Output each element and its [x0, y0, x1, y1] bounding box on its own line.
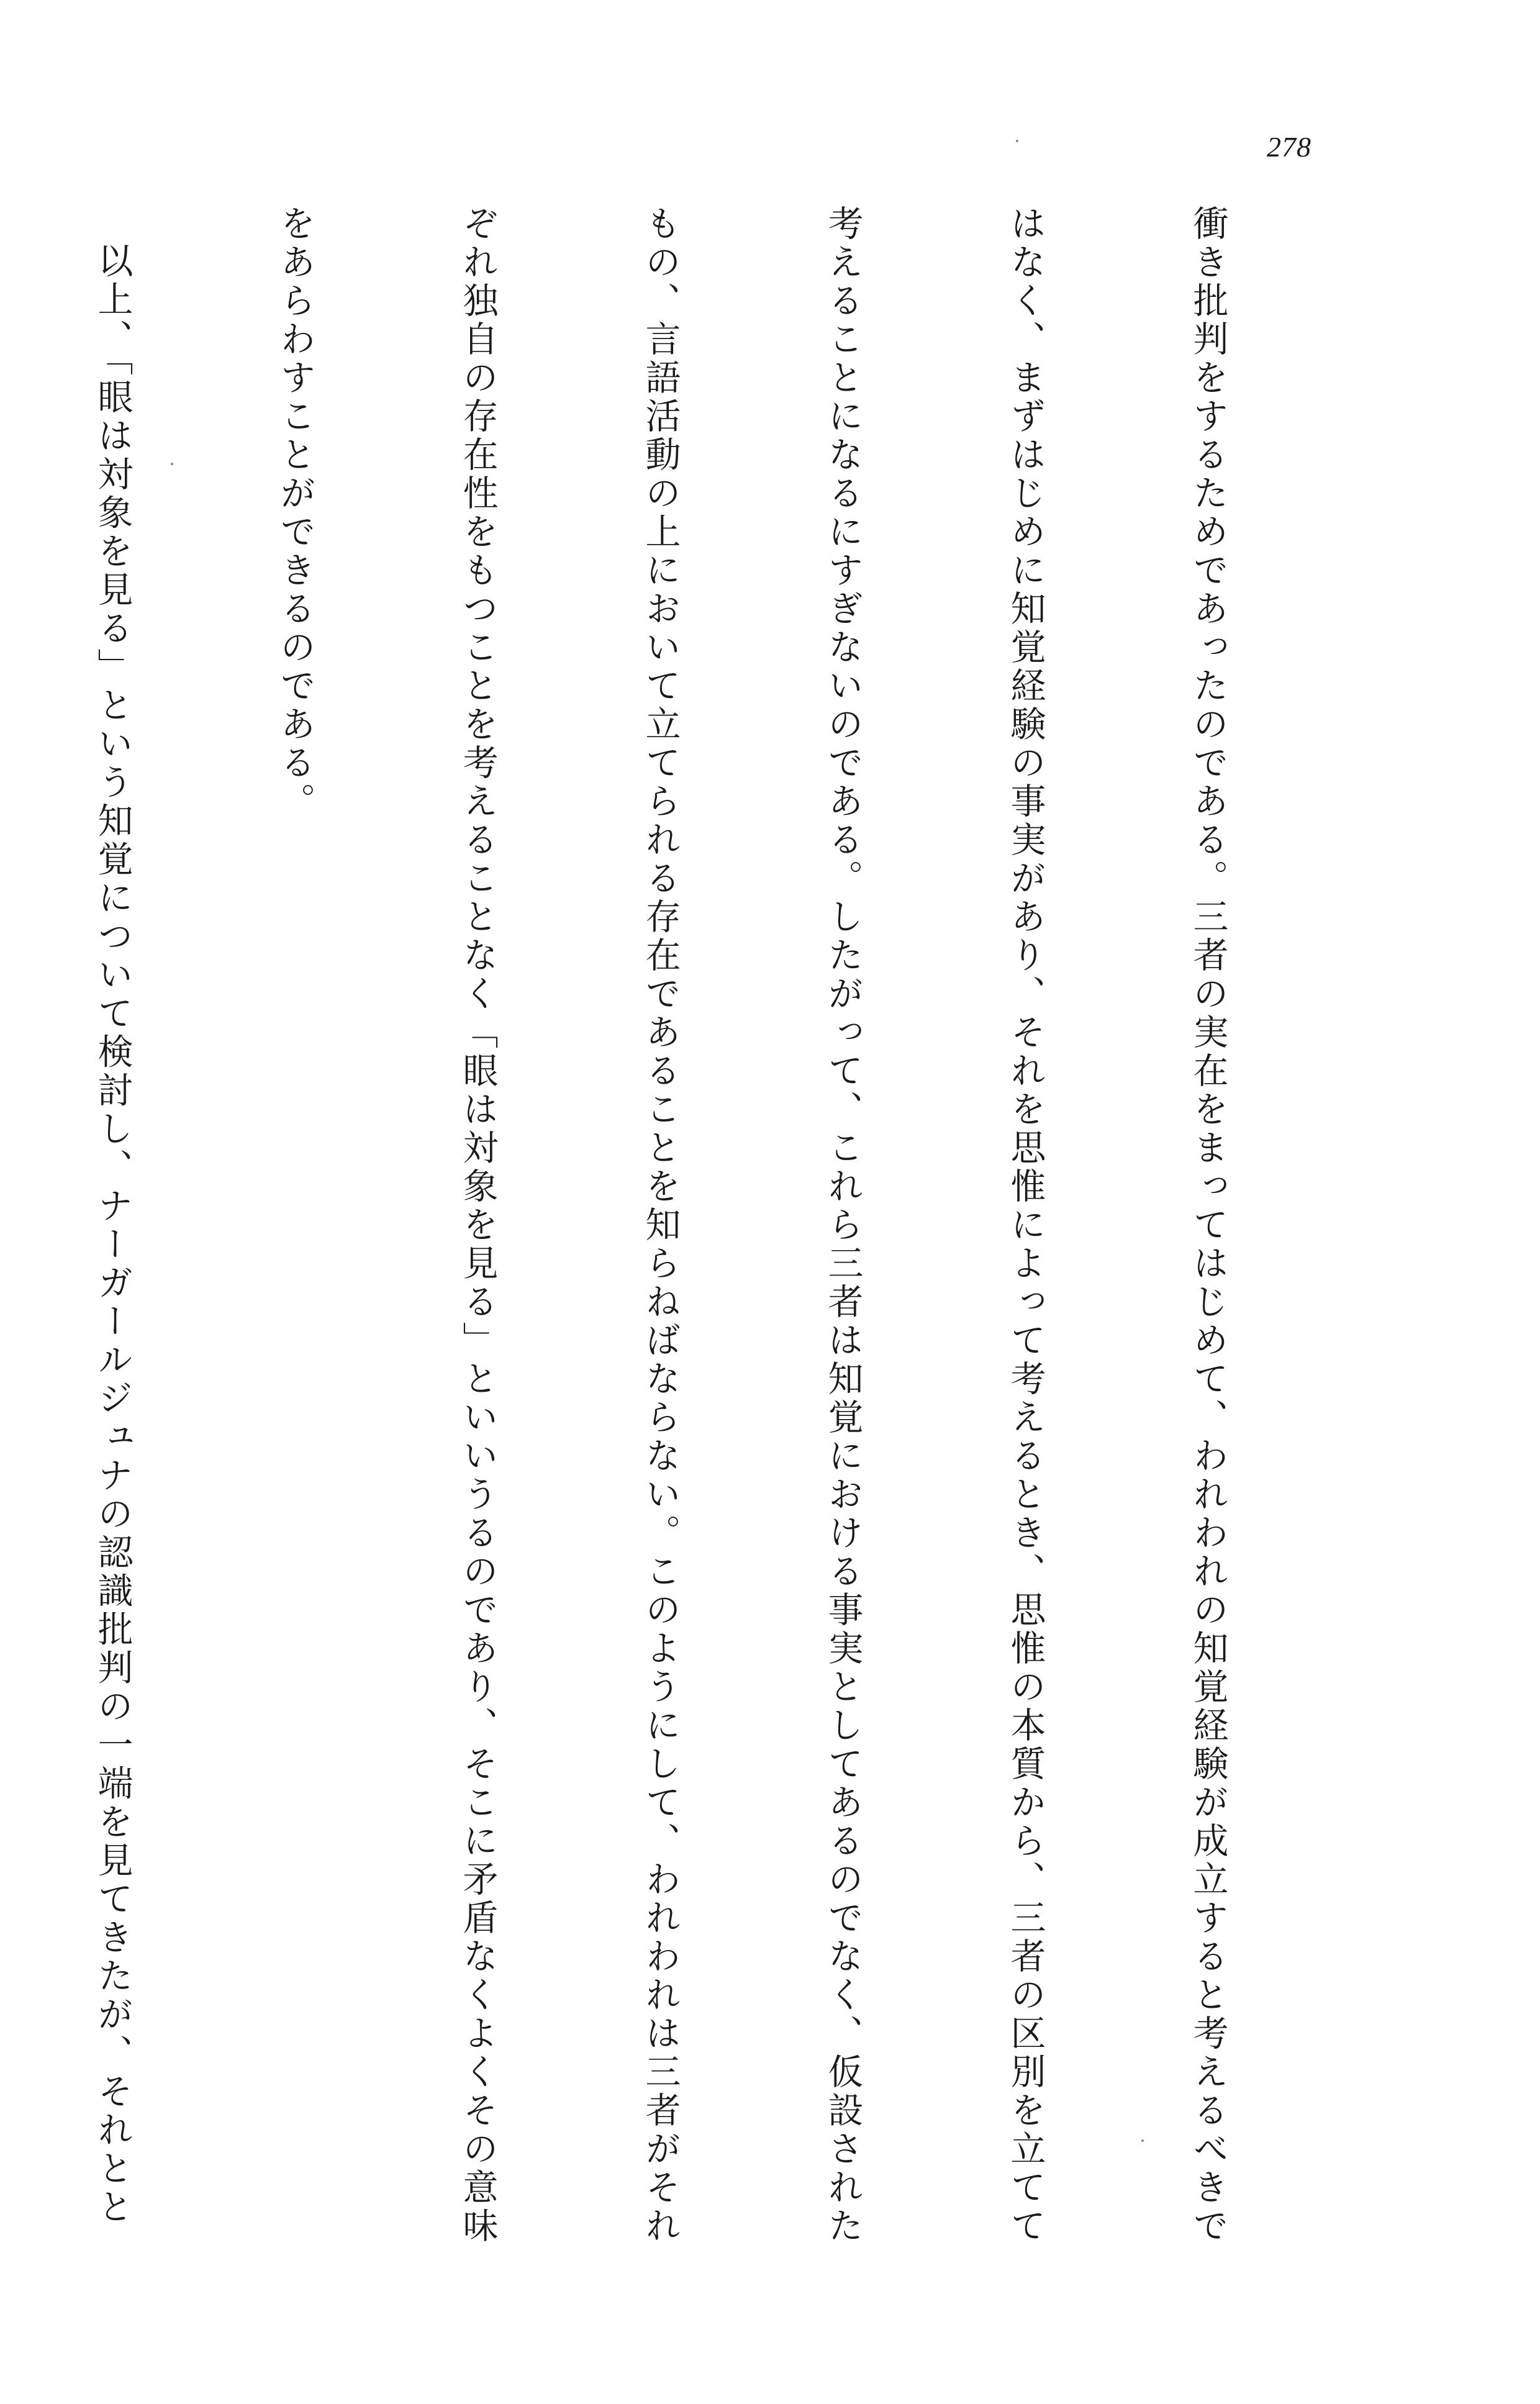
text-line: はなく、まずはじめに知覚経験の事実があり、それを思惟によって考えるとき、思惟の本質から、三者の区別を立てて: [1005, 205, 1046, 2246]
print-speck: [1016, 140, 1018, 142]
text-line: ぞれ独自の存在性をもつことを考えることなく「眼は対象を見る」といいうるのであり、そこに矛盾なくよくその意味: [457, 205, 498, 2246]
print-speck: [171, 463, 173, 465]
text-line: 衝き批判をするためであったのである。三者の実在をまってはじめて、われわれの知覚経験が成立すると考えるべきで: [1187, 205, 1228, 2246]
print-speck: [1141, 2139, 1144, 2142]
text-line: 考えることになるにすぎないのである。したがって、これら三者は知覚における事実としてあるのでなく、仮設された: [822, 205, 863, 2246]
text-line: 以上、「眼は対象を見る」という知覚について検討し、ナーガールジュナの認識批判の一端を見てきたが、それとと: [92, 242, 133, 2227]
text-line: もの、言語活動の上において立てられる存在であることを知らねばならない。このようにして、われわれは三者がそれ: [640, 205, 681, 2246]
text-line: をあらわすことができるのである。: [274, 205, 315, 821]
page-number: 278: [1267, 131, 1311, 163]
vertical-text-body: [0, 205, 1360, 2246]
